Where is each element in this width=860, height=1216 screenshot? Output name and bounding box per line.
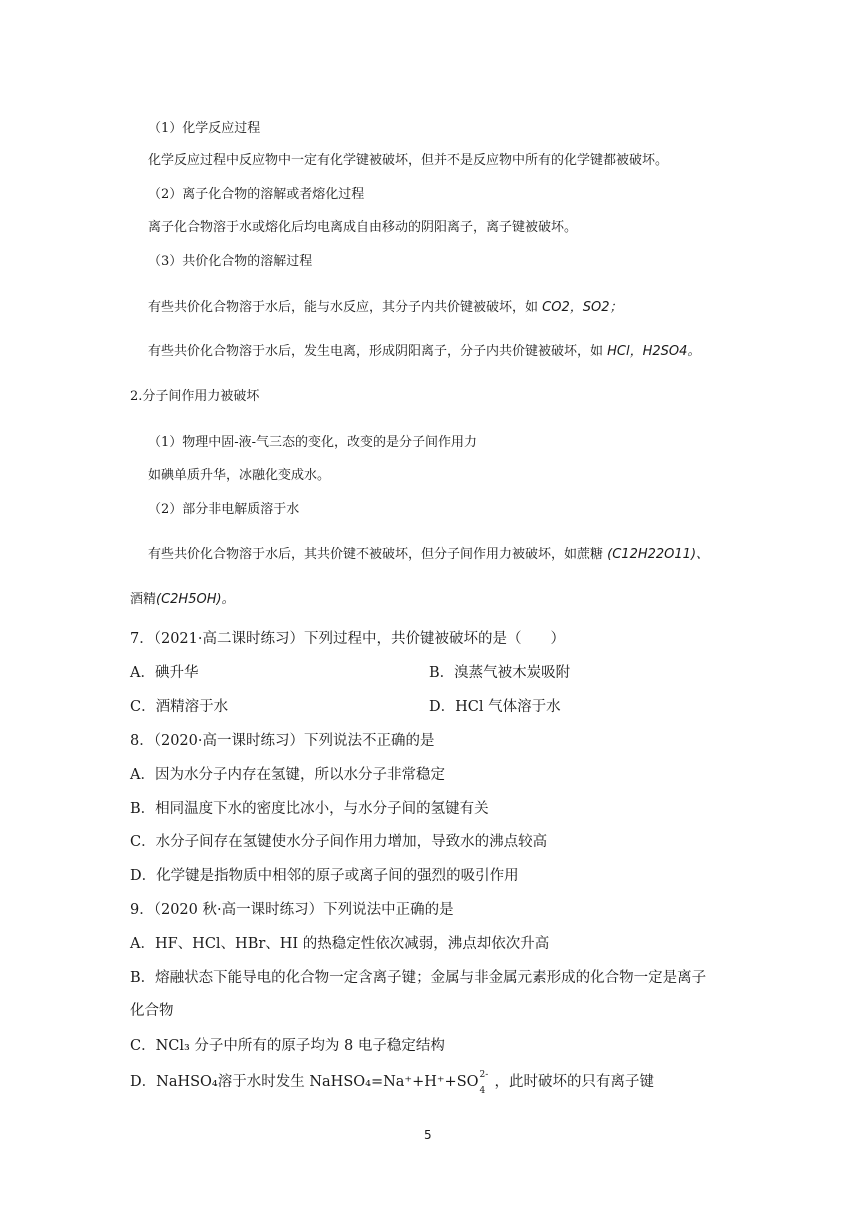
s2-paragraph-2b bbox=[130, 590, 235, 610]
q9-d-sulfate-charge bbox=[479, 1070, 495, 1096]
q9-stem: 9．（2020 秋·高一课时练习）下列说法中正确的是 bbox=[130, 902, 454, 918]
q7-option-a: A．碘升华 bbox=[130, 665, 199, 681]
q8-stem: 8．（2020·高一课时练习）下列说法不正确的是 bbox=[130, 733, 435, 749]
s1-p3a-text: 有些共价化合物溶于水后，能与水反应，其分子内共价键被破坏，如 bbox=[148, 300, 539, 315]
s2-paragraph-1: 如碘单质升华，冰融化变成水。 bbox=[148, 468, 331, 483]
s2-p2a-formula: (C12H22O11)、 bbox=[607, 547, 710, 562]
s1-p3a-formula: CO2，SO2； bbox=[542, 300, 623, 315]
q8-option-d: D．化学键是指物质中相邻的原子或离子间的强烈的吸引作用 bbox=[130, 868, 519, 884]
q8-option-b: B．相同温度下水的密度比冰小，与水分子间的氢键有关 bbox=[130, 801, 489, 817]
q9-d-subscript: 4 bbox=[479, 1086, 486, 1096]
s1-heading-2: （2）离子化合物的溶解或者熔化过程 bbox=[148, 187, 365, 202]
s2-p2b-text: 酒精 bbox=[130, 592, 157, 607]
q9-d-tail: ，此时破坏的只有离子键 bbox=[494, 1074, 655, 1090]
s2-p2b-formula: (C2H5OH)。 bbox=[156, 592, 235, 607]
q7-option-c: C．酒精溶于水 bbox=[130, 699, 229, 715]
q8-option-a: A．因为水分子内存在氢键，所以水分子非常稳定 bbox=[130, 767, 445, 783]
q9-d-charge: 2- bbox=[479, 1070, 489, 1080]
s2-p2a-text: 有些共价化合物溶于水后，其共价键不被破坏，但分子间作用力被破坏，如蔗糖 bbox=[148, 547, 604, 562]
page-number: 5 bbox=[424, 1128, 432, 1142]
q9-option-a: A．HF、HCl、HBr、HI 的热稳定性依次减弱，沸点却依次升高 bbox=[130, 936, 550, 952]
q9-option-b-line2: 化合物 bbox=[130, 1003, 174, 1019]
s1-paragraph-2: 离子化合物溶于水或熔化后均电离成自由移动的阴阳离子，离子键被破坏。 bbox=[148, 220, 578, 235]
s2-paragraph-2a bbox=[148, 545, 709, 565]
s1-paragraph-1: 化学反应过程中反应物中一定有化学键被破坏，但并不是反应物中所有的化学键都被破坏。 bbox=[148, 153, 669, 168]
s1-heading-3: （3）共价化合物的溶解过程 bbox=[148, 254, 313, 269]
q7-stem: 7．（2021·高二课时练习）下列过程中，共价键被破坏的是（ ） bbox=[130, 631, 565, 647]
s1-heading-1: （1）化学反应过程 bbox=[148, 121, 261, 136]
s1-p3b-text: 有些共价化合物溶于水后，发生电离，形成阴阳离子，分子内共价键被破坏，如 bbox=[148, 344, 604, 359]
q9-option-b-line1: B．熔融状态下能导电的化合物一定含离子键；金属与非金属元素形成的化合物一定是离子 bbox=[130, 970, 707, 986]
q9-d-equation: D．NaHSO₄溶于水时发生 NaHSO₄=Na⁺+H⁺+SO bbox=[130, 1074, 479, 1090]
s1-paragraph-3a bbox=[148, 298, 623, 318]
q9-option-d bbox=[130, 1070, 655, 1096]
s1-paragraph-3b bbox=[148, 342, 700, 362]
s2-heading-1: （1）物理中固-液-气三态的变化，改变的是分子间作用力 bbox=[148, 435, 478, 450]
s1-p3b-formula: HCl，H2SO4。 bbox=[607, 344, 701, 359]
q7-option-b: B．溴蒸气被木炭吸附 bbox=[429, 665, 571, 681]
s2-heading-2: （2）部分非电解质溶于水 bbox=[148, 502, 300, 517]
q8-option-c: C．水分子间存在氢键使水分子间作用力增加，导致水的沸点较高 bbox=[130, 834, 548, 850]
s2-title: 2.分子间作用力被破坏 bbox=[130, 389, 260, 404]
q7-option-d: D．HCl 气体溶于水 bbox=[429, 699, 561, 715]
q9-option-c: C．NCl₃ 分子中所有的原子均为 8 电子稳定结构 bbox=[130, 1038, 445, 1054]
